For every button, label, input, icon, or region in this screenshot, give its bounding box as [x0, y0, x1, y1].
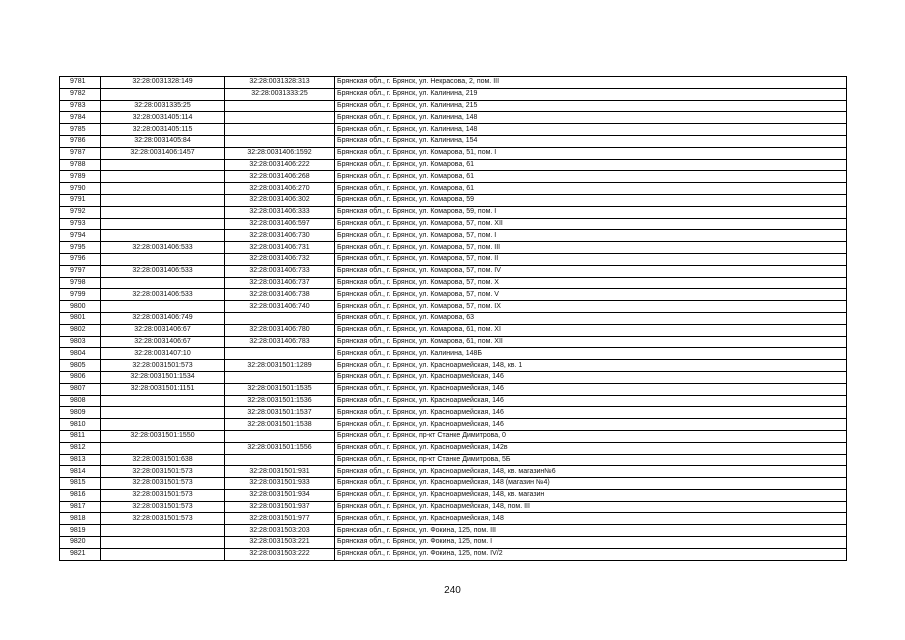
- object-cadastral-number-cell: 32:28:0031501:1537: [225, 407, 335, 419]
- table-row: [60, 312, 847, 324]
- table-row: [60, 277, 847, 289]
- cadastral-number-cell: [101, 419, 225, 431]
- cadastral-number-cell: 32:28:0031501:573: [101, 513, 225, 525]
- row-number-cell: 9818: [60, 513, 101, 525]
- object-cadastral-number-cell: [225, 348, 335, 360]
- object-cadastral-number-cell: 32:28:0031406:270: [225, 183, 335, 195]
- address-cell: Брянская обл., г. Брянск, ул. Комарова, 63: [335, 312, 847, 324]
- row-number-cell: 9790: [60, 183, 101, 195]
- cadastral-number-cell: [101, 171, 225, 183]
- cadastral-number-cell: 32:28:0031406:533: [101, 289, 225, 301]
- table-row: [60, 537, 847, 549]
- object-cadastral-number-cell: 32:28:0031406:268: [225, 171, 335, 183]
- table-row: [60, 171, 847, 183]
- object-cadastral-number-cell: 32:28:0031501:934: [225, 489, 335, 501]
- row-number-cell: 9782: [60, 88, 101, 100]
- table-row: [60, 88, 847, 100]
- object-cadastral-number-cell: 32:28:0031503:221: [225, 537, 335, 549]
- cadastral-number-cell: [101, 277, 225, 289]
- object-cadastral-number-cell: 32:28:0031501:1538: [225, 419, 335, 431]
- address-cell: Брянская обл., г. Брянск, ул. Красноармейская, 148, кв. 1: [335, 360, 847, 372]
- address-cell: Брянская обл., г. Брянск, ул. Комарова, 57, пом. XII: [335, 218, 847, 230]
- table-row: [60, 206, 847, 218]
- table-row: [60, 159, 847, 171]
- row-number-cell: 9794: [60, 230, 101, 242]
- cadastral-number-cell: [101, 194, 225, 206]
- object-cadastral-number-cell: [225, 312, 335, 324]
- table-row: [60, 489, 847, 501]
- table-row: [60, 301, 847, 313]
- cadastral-number-cell: [101, 537, 225, 549]
- address-cell: Брянская обл., г. Брянск, ул. Комарова, 57, пом. IV: [335, 265, 847, 277]
- cadastral-number-cell: 32:28:0031501:573: [101, 478, 225, 490]
- table-row: [60, 442, 847, 454]
- row-number-cell: 9802: [60, 324, 101, 336]
- object-cadastral-number-cell: 32:28:0031406:733: [225, 265, 335, 277]
- address-cell: Брянская обл., г. Брянск, ул. Калинина, 215: [335, 100, 847, 112]
- row-number-cell: 9812: [60, 442, 101, 454]
- object-cadastral-number-cell: [225, 135, 335, 147]
- row-number-cell: 9806: [60, 371, 101, 383]
- object-cadastral-number-cell: 32:28:0031406:732: [225, 253, 335, 265]
- address-cell: Брянская обл., г. Брянск, ул. Красноармейская, 148, пом. III: [335, 501, 847, 513]
- cadastral-number-cell: 32:28:0031335:25: [101, 100, 225, 112]
- row-number-cell: 9793: [60, 218, 101, 230]
- object-cadastral-number-cell: 32:28:0031501:933: [225, 478, 335, 490]
- cadastral-number-cell: 32:28:0031407:10: [101, 348, 225, 360]
- cadastral-number-cell: 32:28:0031406:533: [101, 265, 225, 277]
- object-cadastral-number-cell: 32:28:0031406:740: [225, 301, 335, 313]
- cadastral-number-cell: 32:28:0031406:67: [101, 324, 225, 336]
- registry-table-body: [60, 77, 847, 561]
- cadastral-number-cell: 32:28:0031501:573: [101, 360, 225, 372]
- address-cell: Брянская обл., г. Брянск, ул. Комарова, 57, пом. V: [335, 289, 847, 301]
- row-number-cell: 9800: [60, 301, 101, 313]
- address-cell: Брянская обл., г. Брянск, ул. Красноармейская, 146: [335, 419, 847, 431]
- object-cadastral-number-cell: 32:28:0031406:738: [225, 289, 335, 301]
- cadastral-number-cell: 32:28:0031501:573: [101, 489, 225, 501]
- address-cell: Брянская обл., г. Брянск, ул. Красноармейская, 142в: [335, 442, 847, 454]
- table-row: [60, 371, 847, 383]
- row-number-cell: 9811: [60, 430, 101, 442]
- row-number-cell: 9788: [60, 159, 101, 171]
- table-row: [60, 478, 847, 490]
- row-number-cell: 9792: [60, 206, 101, 218]
- address-cell: Брянская обл., г. Брянск, ул. Комарова, 61: [335, 183, 847, 195]
- address-cell: Брянская обл., г. Брянск, ул. Красноармейская, 148 (магазин №4): [335, 478, 847, 490]
- table-row: [60, 513, 847, 525]
- row-number-cell: 9801: [60, 312, 101, 324]
- object-cadastral-number-cell: [225, 371, 335, 383]
- object-cadastral-number-cell: 32:28:0031406:597: [225, 218, 335, 230]
- address-cell: Брянская обл., г. Брянск, пр-кт Станке Димитрова, 5Б: [335, 454, 847, 466]
- row-number-cell: 9819: [60, 525, 101, 537]
- object-cadastral-number-cell: 32:28:0031503:222: [225, 548, 335, 560]
- table-row: [60, 218, 847, 230]
- object-cadastral-number-cell: [225, 430, 335, 442]
- table-row: [60, 525, 847, 537]
- address-cell: Брянская обл., г. Брянск, ул. Красноармейская, 148, кв. магазин: [335, 489, 847, 501]
- row-number-cell: 9786: [60, 135, 101, 147]
- row-number-cell: 9817: [60, 501, 101, 513]
- table-row: [60, 147, 847, 159]
- object-cadastral-number-cell: 32:28:0031501:977: [225, 513, 335, 525]
- table-row: [60, 548, 847, 560]
- object-cadastral-number-cell: 32:28:0031406:302: [225, 194, 335, 206]
- row-number-cell: 9805: [60, 360, 101, 372]
- cadastral-number-cell: [101, 253, 225, 265]
- table-row: [60, 183, 847, 195]
- table-row: [60, 100, 847, 112]
- cadastral-number-cell: [101, 525, 225, 537]
- cadastral-number-cell: 32:28:0031501:638: [101, 454, 225, 466]
- row-number-cell: 9814: [60, 466, 101, 478]
- address-cell: Брянская обл., г. Брянск, ул. Комарова, 59, пом. I: [335, 206, 847, 218]
- table-row: [60, 265, 847, 277]
- object-cadastral-number-cell: 32:28:0031406:780: [225, 324, 335, 336]
- object-cadastral-number-cell: [225, 100, 335, 112]
- table-row: [60, 324, 847, 336]
- object-cadastral-number-cell: 32:28:0031406:731: [225, 242, 335, 254]
- address-cell: Брянская обл., г. Брянск, ул. Комарова, 57, пом. III: [335, 242, 847, 254]
- page-number: 240: [444, 585, 461, 596]
- object-cadastral-number-cell: 32:28:0031406:1592: [225, 147, 335, 159]
- table-row: [60, 289, 847, 301]
- cadastral-number-cell: [101, 230, 225, 242]
- cadastral-number-cell: 32:28:0031501:1550: [101, 430, 225, 442]
- address-cell: Брянская обл., г. Брянск, ул. Красноармейская, 146: [335, 383, 847, 395]
- cadastral-number-cell: 32:28:0031406:1457: [101, 147, 225, 159]
- row-number-cell: 9815: [60, 478, 101, 490]
- cadastral-number-cell: [101, 218, 225, 230]
- cadastral-number-cell: [101, 88, 225, 100]
- object-cadastral-number-cell: 32:28:0031501:1535: [225, 383, 335, 395]
- cadastral-number-cell: 32:28:0031405:115: [101, 124, 225, 136]
- address-cell: Брянская обл., г. Брянск, ул. Комарова, 61, пом. XI: [335, 324, 847, 336]
- address-cell: Брянская обл., г. Брянск, ул. Красноармейская, 148, кв. магазин№6: [335, 466, 847, 478]
- cadastral-number-cell: [101, 395, 225, 407]
- object-cadastral-number-cell: [225, 124, 335, 136]
- address-cell: Брянская обл., г. Брянск, ул. Комарова, 61, пом. XII: [335, 336, 847, 348]
- address-cell: Брянская обл., г. Брянск, ул. Комарова, 51, пом. I: [335, 147, 847, 159]
- address-cell: Брянская обл., г. Брянск, пр-кт Станке Димитрова, 0: [335, 430, 847, 442]
- address-cell: Брянская обл., г. Брянск, ул. Комарова, 61: [335, 159, 847, 171]
- row-number-cell: 9816: [60, 489, 101, 501]
- table-row: [60, 348, 847, 360]
- table-row: [60, 77, 847, 89]
- table-row: [60, 124, 847, 136]
- row-number-cell: 9807: [60, 383, 101, 395]
- address-cell: Брянская обл., г. Брянск, ул. Красноармейская, 146: [335, 371, 847, 383]
- table-row: [60, 360, 847, 372]
- object-cadastral-number-cell: [225, 112, 335, 124]
- table-row: [60, 454, 847, 466]
- address-cell: Брянская обл., г. Брянск, ул. Комарова, 59: [335, 194, 847, 206]
- object-cadastral-number-cell: 32:28:0031406:783: [225, 336, 335, 348]
- registry-table: [59, 76, 847, 561]
- row-number-cell: 9803: [60, 336, 101, 348]
- object-cadastral-number-cell: [225, 454, 335, 466]
- address-cell: Брянская обл., г. Брянск, ул. Красноармейская, 146: [335, 395, 847, 407]
- table-row: [60, 336, 847, 348]
- table-row: [60, 430, 847, 442]
- address-cell: Брянская обл., г. Брянск, ул. Красноармейская, 146: [335, 407, 847, 419]
- cadastral-number-cell: [101, 548, 225, 560]
- cadastral-number-cell: 32:28:0031501:1534: [101, 371, 225, 383]
- cadastral-number-cell: 32:28:0031501:573: [101, 501, 225, 513]
- row-number-cell: 9789: [60, 171, 101, 183]
- row-number-cell: 9784: [60, 112, 101, 124]
- address-cell: Брянская обл., г. Брянск, ул. Некрасова, 2, пом. III: [335, 77, 847, 89]
- cadastral-number-cell: 32:28:0031406:533: [101, 242, 225, 254]
- row-number-cell: 9791: [60, 194, 101, 206]
- object-cadastral-number-cell: 32:28:0031503:203: [225, 525, 335, 537]
- cadastral-number-cell: 32:28:0031328:149: [101, 77, 225, 89]
- row-number-cell: 9808: [60, 395, 101, 407]
- row-number-cell: 9787: [60, 147, 101, 159]
- row-number-cell: 9810: [60, 419, 101, 431]
- object-cadastral-number-cell: 32:28:0031501:937: [225, 501, 335, 513]
- row-number-cell: 9799: [60, 289, 101, 301]
- table-row: [60, 407, 847, 419]
- table-row: [60, 383, 847, 395]
- address-cell: Брянская обл., г. Брянск, ул. Калинина, 219: [335, 88, 847, 100]
- cadastral-number-cell: [101, 159, 225, 171]
- address-cell: Брянская обл., г. Брянск, ул. Фокина, 125, пом. I: [335, 537, 847, 549]
- row-number-cell: 9781: [60, 77, 101, 89]
- row-number-cell: 9804: [60, 348, 101, 360]
- cadastral-number-cell: 32:28:0031501:1151: [101, 383, 225, 395]
- object-cadastral-number-cell: 32:28:0031501:931: [225, 466, 335, 478]
- row-number-cell: 9820: [60, 537, 101, 549]
- object-cadastral-number-cell: 32:28:0031406:730: [225, 230, 335, 242]
- cadastral-number-cell: [101, 206, 225, 218]
- table-row: [60, 253, 847, 265]
- cadastral-number-cell: 32:28:0031406:67: [101, 336, 225, 348]
- address-cell: Брянская обл., г. Брянск, ул. Комарова, 57, пом. X: [335, 277, 847, 289]
- row-number-cell: 9796: [60, 253, 101, 265]
- object-cadastral-number-cell: 32:28:0031406:333: [225, 206, 335, 218]
- cadastral-number-cell: 32:28:0031405:114: [101, 112, 225, 124]
- object-cadastral-number-cell: 32:28:0031501:1536: [225, 395, 335, 407]
- row-number-cell: 9821: [60, 548, 101, 560]
- object-cadastral-number-cell: 32:28:0031501:1556: [225, 442, 335, 454]
- object-cadastral-number-cell: 32:28:0031333:25: [225, 88, 335, 100]
- address-cell: Брянская обл., г. Брянск, ул. Калинина, 148Б: [335, 348, 847, 360]
- table-row: [60, 230, 847, 242]
- table-row: [60, 135, 847, 147]
- table-row: [60, 501, 847, 513]
- address-cell: Брянская обл., г. Брянск, ул. Фокина, 125, пом. III: [335, 525, 847, 537]
- object-cadastral-number-cell: 32:28:0031328:313: [225, 77, 335, 89]
- object-cadastral-number-cell: 32:28:0031406:222: [225, 159, 335, 171]
- table-row: [60, 395, 847, 407]
- row-number-cell: 9785: [60, 124, 101, 136]
- address-cell: Брянская обл., г. Брянск, ул. Калинина, 154: [335, 135, 847, 147]
- cadastral-number-cell: [101, 301, 225, 313]
- address-cell: Брянская обл., г. Брянск, ул. Калинина, 148: [335, 124, 847, 136]
- address-cell: Брянская обл., г. Брянск, ул. Фокина, 125, пом. IV/2: [335, 548, 847, 560]
- table-row: [60, 419, 847, 431]
- address-cell: Брянская обл., г. Брянск, ул. Комарова, 57, пом. I: [335, 230, 847, 242]
- row-number-cell: 9795: [60, 242, 101, 254]
- object-cadastral-number-cell: 32:28:0031501:1289: [225, 360, 335, 372]
- address-cell: Брянская обл., г. Брянск, ул. Комарова, 61: [335, 171, 847, 183]
- cadastral-number-cell: 32:28:0031406:749: [101, 312, 225, 324]
- row-number-cell: 9783: [60, 100, 101, 112]
- table-row: [60, 466, 847, 478]
- object-cadastral-number-cell: 32:28:0031406:737: [225, 277, 335, 289]
- row-number-cell: 9798: [60, 277, 101, 289]
- address-cell: Брянская обл., г. Брянск, ул. Красноармейская, 148: [335, 513, 847, 525]
- row-number-cell: 9797: [60, 265, 101, 277]
- cadastral-number-cell: 32:28:0031501:573: [101, 466, 225, 478]
- address-cell: Брянская обл., г. Брянск, ул. Калинина, 148: [335, 112, 847, 124]
- address-cell: Брянская обл., г. Брянск, ул. Комарова, 57, пом. IX: [335, 301, 847, 313]
- row-number-cell: 9813: [60, 454, 101, 466]
- cadastral-number-cell: [101, 442, 225, 454]
- table-row: [60, 112, 847, 124]
- table-row: [60, 242, 847, 254]
- address-cell: Брянская обл., г. Брянск, ул. Комарова, 57, пом. II: [335, 253, 847, 265]
- cadastral-number-cell: [101, 407, 225, 419]
- table-row: [60, 194, 847, 206]
- cadastral-number-cell: [101, 183, 225, 195]
- cadastral-number-cell: 32:28:0031405:84: [101, 135, 225, 147]
- row-number-cell: 9809: [60, 407, 101, 419]
